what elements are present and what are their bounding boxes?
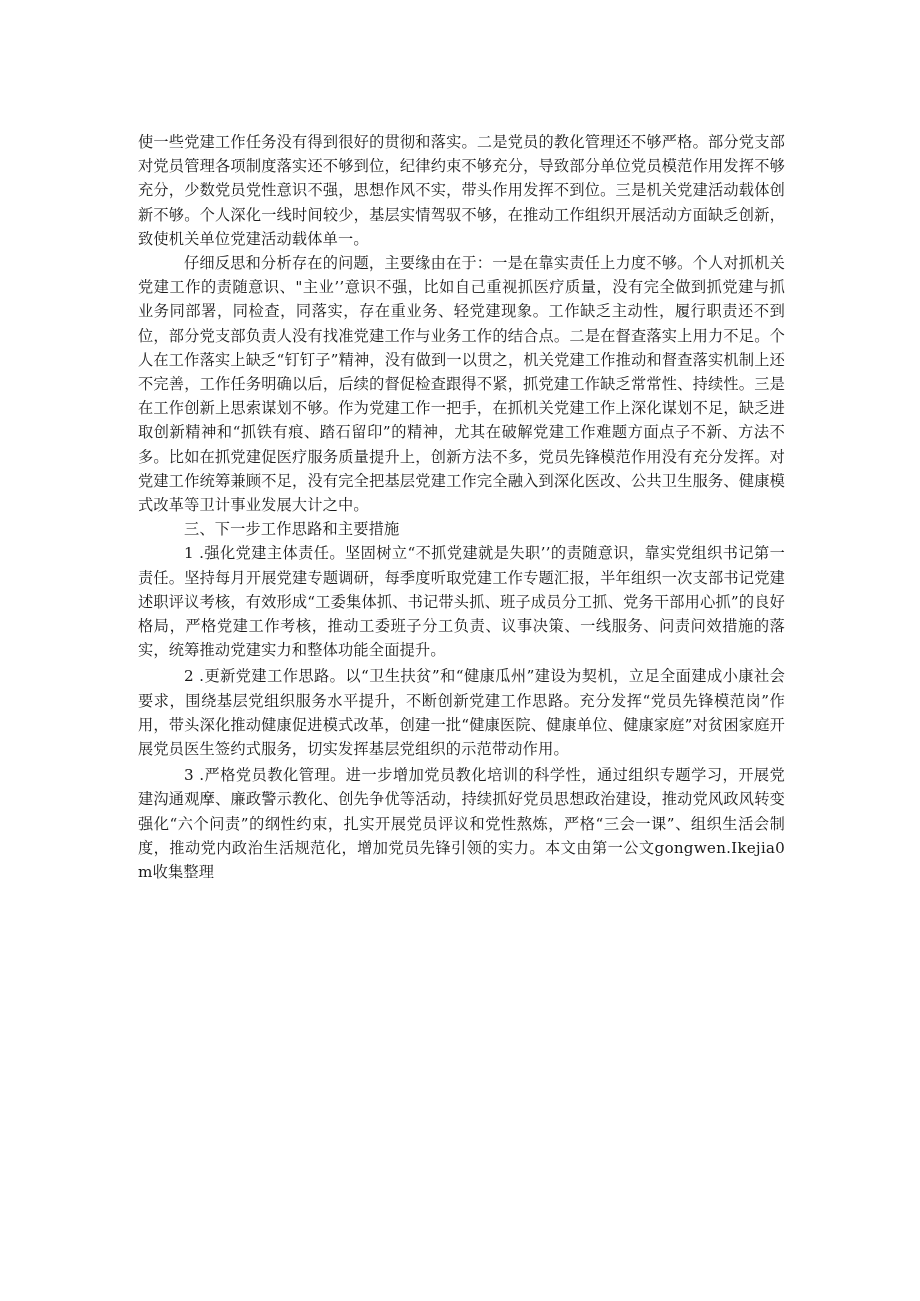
paragraph-measure-2: 2 .更新党建工作思路。以“卫生扶贫”和“健康瓜州”建设为契机，立足全面建成小康社会要求，围绕基层党组织服务水平提升，不断创新党建工作思路。充分发挥“党员先锋模范岗”作用，带头深化推动健康促进模式改革，创建一批“健康医院、健康单位、健康家庭”对贫困家庭开展党员医生签约式服务，切实发挥基层党组织的示范带动作用。 [138,667,785,759]
paragraph-root-cause-analysis: 仔细反思和分析存在的问题，主要缘由在于：一是在靠实责任上力度不够。个人对抓机关党建工作的责随意识、"主业’’意识不强，比如自己重视抓医疗质量，没有完全做到抓党建与抓业务同部署，同检查，同落实，存在重业务、轻党建现象。工作缺乏主动性，履行职责还不到位，部分党支部负责人没有找准党建工作与业务工作的结合点。二是在督查落实上用力不足。个人在工作落实上缺乏“钉钉子”精神，没有做到一以贯之，机关党建工作推动和督查落实机制上还不完善，工作任务明确以后，后续的督促检查跟得不紧，抓党建工作缺乏常常性、持续性。三是在工作创新上思索谋划不够。作为党建工作一把手，在抓机关党建工作上深化谋划不足，缺乏进取创新精神和“抓铁有痕、踏石留印”的精神，尤其在破解党建工作难题方面点子不新、方法不多。比如在抓党建促医疗服务质量提升上，创新方法不多，党员先锋模范作用没有充分发挥。对党建工作统筹兼顾不足，没有完全把基层党建工作完全融入到深化医改、公共卫生服务、健康模式改革等卫计事业发展大计之中。 [138,254,785,515]
paragraph-measure-1: 1 .强化党建主体责任。坚固树立“不抓党建就是失职’’的责随意识，靠实党组织书记第一责任。坚持每月开展党建专题调研，每季度听取党建工作专题汇报，半年组织一次支部书记党建述职评议考核，有效形成“工委集体抓、书记带头抓、班子成员分工抓、党务干部用心抓”的良好格局，严格党建工作考核，推动工委班子分工负责、议事决策、一线服务、问责问效措施的落实，统筹推动党建实力和整体功能全面提升。 [138,544,785,660]
document-page [138,130,785,884]
paragraph-problems-continued: 使一些党建工作任务没有得到很好的贯彻和落实。二是党员的教化管理还不够严格。部分党支部对党员管理各项制度落实还不够到位，纪律约束不够充分，导致部分单位党员模范作用发挥不够充分，少数党员党性意识不强，思想作风不实，带头作用发挥不到位。三是机关党建活动载体创新不够。个人深化一线时间较少，基层实情驾驭不够，在推动工作组织开展活动方面缺乏创新，致使机关单位党建活动载体单一。 [138,133,785,248]
paragraph-measure-3: 3 .严格党员教化管理。进一步增加党员教化培训的科学性，通过组织专题学习，开展党建沟通观摩、廉政警示教化、创先争优等活动，持续抓好党员思想政治建设，推动党风政风转变 强化“六个问责”的纲性约束，扎实开展党员评议和党性熬炼，严格“三会一课”、组织生活会制度，推动党内政治生活规范化，增加党员先锋引领的实力。本文由第一公文gongwen.Ikejia0m收集整理 [138,766,785,882]
section-heading-next-steps: 三、下一步工作思路和主要措施 [184,520,400,539]
